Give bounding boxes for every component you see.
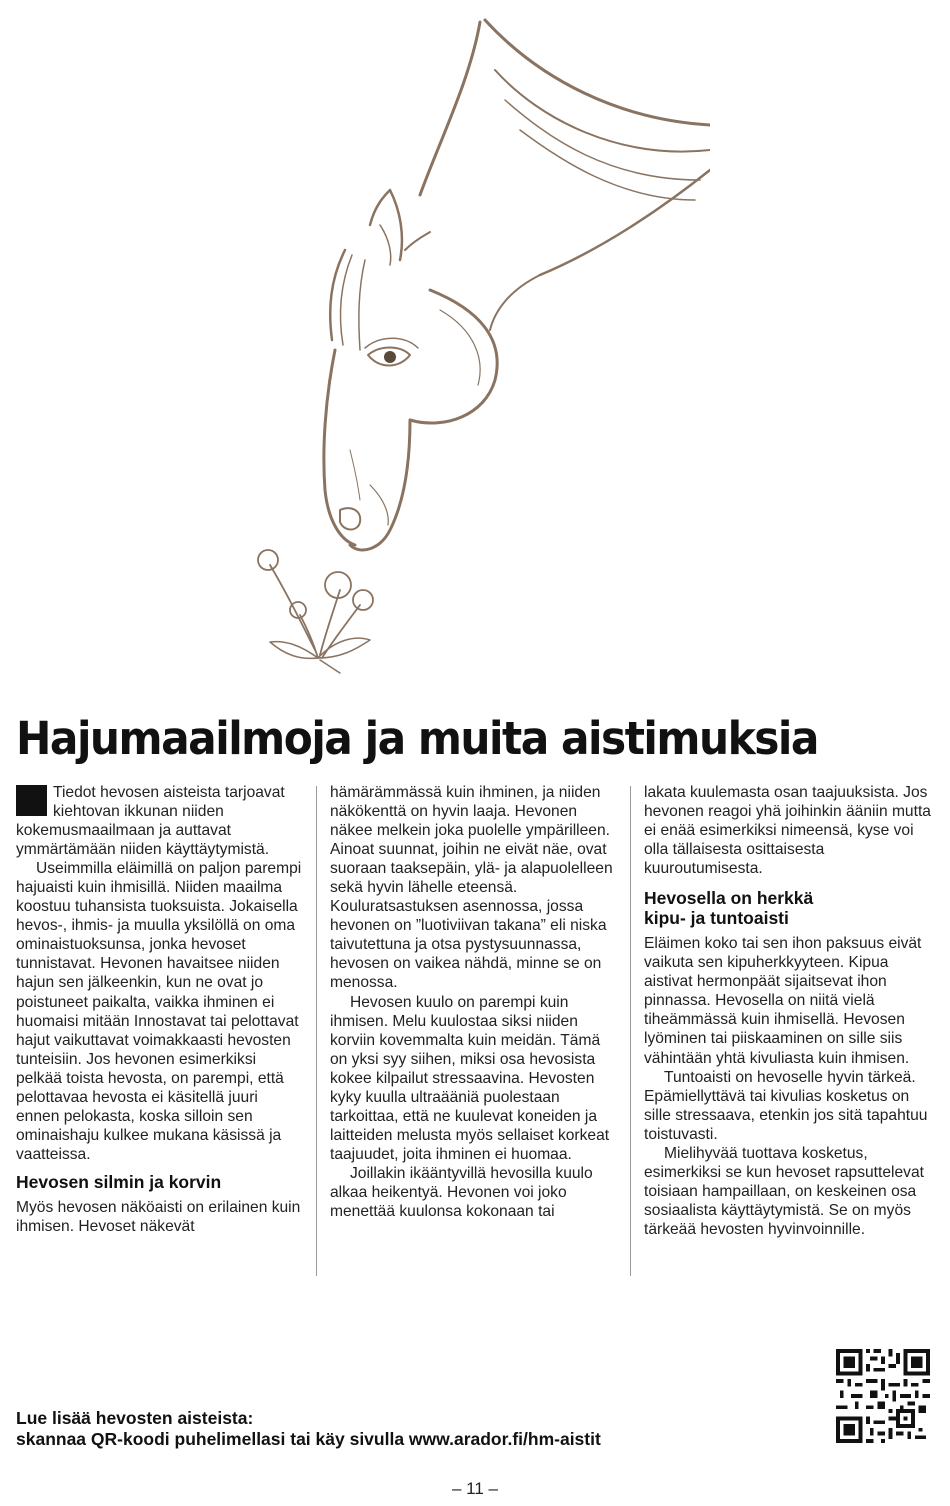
dropcap-square	[16, 785, 47, 816]
paragraph: Eläimen koko tai sen ihon paksuus eivät vaikuta sen kipuherkkyyteen. Kipua aistivat hermonpäät sijaitsevat ihon pinnassa. Hevosella on niitä vielä tiheämmässä kuin ihmisellä. Hevosen lyöminen tai piiskaaminen on sille siis vähintään yhtä kivuliasta kuin ihmisen.	[644, 935, 922, 1067]
paragraph: lakata kuulemasta osan taajuuksista. Jos hevonen reagoi yhä joihinkin ääniin mutta ei enää esimerkiksi nimeensä, kyse voi olla tällaisesta osittaisesta kuuroutumisesta.	[644, 784, 931, 878]
column-divider	[630, 786, 631, 1276]
paragraph: Hevosen kuulo on parempi kuin ihmisen. Melu kuulostaa siksi niiden korviin kovemmalta kuin meidän. Tämä on yksi syy siihen, miksi osa hevosista kokee kilpailut stressaavina. Hevosten kyky kuulla ultraääniä puolestaan tarkoittaa, että ne kuulevat koneiden ja laitteiden melusta myös sellaiset korkeat taajuudet, joita ihminen ei huomaa.	[330, 993, 610, 1163]
footer-callout	[16, 1408, 776, 1450]
article-title: Hajumaailmoja ja muita aistimuksia	[16, 712, 818, 765]
article-column-2	[330, 783, 618, 1221]
footer-line-2: skannaa QR-koodi puhelimellasi tai käy sivulla www.arador.fi/hm-aistit	[16, 1429, 601, 1449]
paragraph: Joillakin ikääntyvillä hevosilla kuulo alkaa heikentyä. Hevonen voi joko menettää kuulonsa kokonaan tai	[330, 1164, 593, 1221]
article-column-3	[644, 783, 932, 1239]
page-number: – 11 –	[451, 1479, 498, 1498]
column-divider	[316, 786, 317, 1276]
paragraph: hämärämmässä kuin ihminen, ja niiden näkökenttä on hyvin laaja. Hevonen näkee melkein joka puolelle ympärilleen. Ainoat suunnat, joihin ne eivät näe, ovat suoraan taaksepäin, ylä- ja alapuolelleen sekä hyvin lähelle eteensä. Kouluratsastuksen asennossa, jossa hevonen on ”luotiviivan takana” eli niska taivutettuna ja otsa pystysuunnassa, hevosen on vaikea nähdä, minne se on menossa.	[330, 784, 613, 992]
section-heading: Hevosen silmin ja korvin	[16, 1171, 222, 1192]
horse-illustration	[240, 10, 710, 675]
paragraph: Mielihyvää tuottava kosketus, esimerkiksi se kun hevoset rapsuttelevat toisiaan hampaillaan, on keskeinen osa sosiaalista käyttäytymistä. Se on myös tärkeää hevosten hyvinvoinnille.	[644, 1144, 924, 1238]
paragraph: Myös hevosen näköaisti on erilainen kuin ihmisen. Hevoset näkevät	[16, 1198, 301, 1235]
section-heading: Hevosella on herkkä kipu- ja tuntoaisti	[644, 888, 814, 929]
intro-paragraph: Tiedot hevosen aisteista tarjoavat kiehtovan ikkunan niiden kokemusmaailmaan ja auttavat ymmärtämään niiden käyttäytymistä.	[16, 784, 285, 859]
qr-code-icon[interactable]	[836, 1349, 930, 1443]
article-column-1	[16, 783, 304, 1236]
paragraph: Useimmilla eläimillä on paljon parempi hajuaisti kuin ihmisillä. Niiden maailma koostuu tuhansista tuoksuista. Jokaisella hevos-, ihmis- ja muulla yksilöllä on oma ominaistuoksunsa, jonka hevoset tunnistavat. Hevonen havaitsee niiden hajun sen jälkeenkin, kun ne ovat jo poistuneet paikalta, vaikka ihminen ei huomaisi mitään Innostavat tai pelottavat hajut vaikuttavat voimakkaasti hevosten tunteisiin. Jos hevonen esimerkiksi pelkää toista hevosta, on parempi, että pelottavaa hevosta ei käsitellä juuri ennen pelokasta, koska silloin sen ominaishaju kulkee mukana käsissä ja vaatteissa.	[16, 860, 302, 1163]
paragraph: Tuntoaisti on hevoselle hyvin tärkeä. Epämiellyttävä tai kivulias kosketus on sille stressaava, etenkin jos sitä tapahtuu toistuvasti.	[644, 1068, 928, 1143]
footer-line-1: Lue lisää hevosten aisteista:	[16, 1408, 254, 1428]
